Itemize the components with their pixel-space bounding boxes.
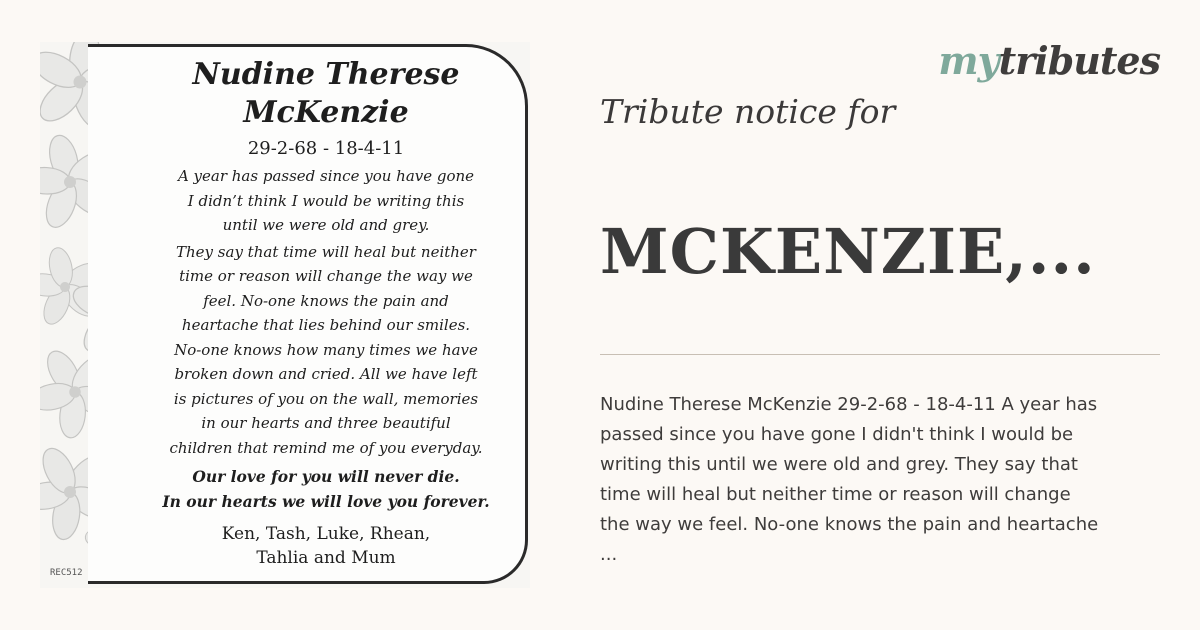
excerpt-line: writing this until we were old and grey. They say that	[600, 454, 1078, 475]
verse-line: time or reason will change the way we	[179, 267, 473, 285]
logo-my: my	[938, 38, 999, 83]
family-line: Tahlia and Mum	[256, 548, 396, 568]
excerpt-line: the way we feel. No-one knows the pain and heartache	[600, 514, 1099, 535]
excerpt-line: time will heal but neither time or reason will change	[600, 484, 1071, 505]
verse-line: heartache that lies behind our smiles.	[181, 316, 471, 334]
verse-line: broken down and cried. All we have left	[174, 365, 478, 383]
verse-line: until we were old and grey.	[222, 216, 430, 234]
verse-line: is pictures of you on the wall, memories	[173, 389, 479, 408]
notice-text	[128, 56, 524, 570]
excerpt-line: passed since you have gone I didn't think I would be	[600, 424, 1074, 445]
excerpt-line: ...	[600, 544, 618, 565]
logo-tributes: tributes	[998, 38, 1160, 83]
notice-dates: 29-2-68 - 18-4-11	[247, 138, 405, 159]
notice-code: REC512	[50, 568, 83, 578]
notice-name-line: McKenzie	[243, 95, 409, 130]
verse-line: A year has passed since you have gone	[177, 167, 475, 185]
notice-name	[128, 56, 524, 132]
verse-line: children that remind me of you everyday.	[169, 438, 483, 457]
mytributes-logo[interactable]	[938, 38, 1160, 83]
divider	[600, 354, 1160, 355]
verse-line: They say that time will heal but neither	[176, 242, 476, 261]
notice-name-line: Nudine Therese	[192, 57, 460, 92]
notice-verse-1	[128, 164, 524, 238]
subtitle: Tribute notice for	[600, 92, 896, 131]
notice-love-lines	[128, 464, 524, 514]
notice-family	[128, 522, 524, 570]
page-title: MCKENZIE,...	[600, 215, 1096, 288]
family-line: Ken, Tash, Luke, Rhean,	[221, 524, 431, 544]
tribute-excerpt	[600, 390, 1160, 570]
love-line: Our love for you will never die.	[192, 467, 460, 486]
excerpt-line: Nudine Therese McKenzie 29-2-68 - 18-4-11 A year has	[600, 394, 1098, 415]
tribute-notice-image	[40, 42, 530, 588]
verse-line: No-one knows how many times we have	[174, 340, 478, 359]
verse-line: feel. No-one knows the pain and	[203, 291, 449, 310]
verse-line: in our hearts and three beautiful	[201, 414, 451, 432]
notice-verse-2	[128, 240, 524, 461]
love-line: In our hearts we will love you forever.	[162, 492, 490, 511]
verse-line: I didn’t think I would be writing this	[187, 191, 465, 210]
